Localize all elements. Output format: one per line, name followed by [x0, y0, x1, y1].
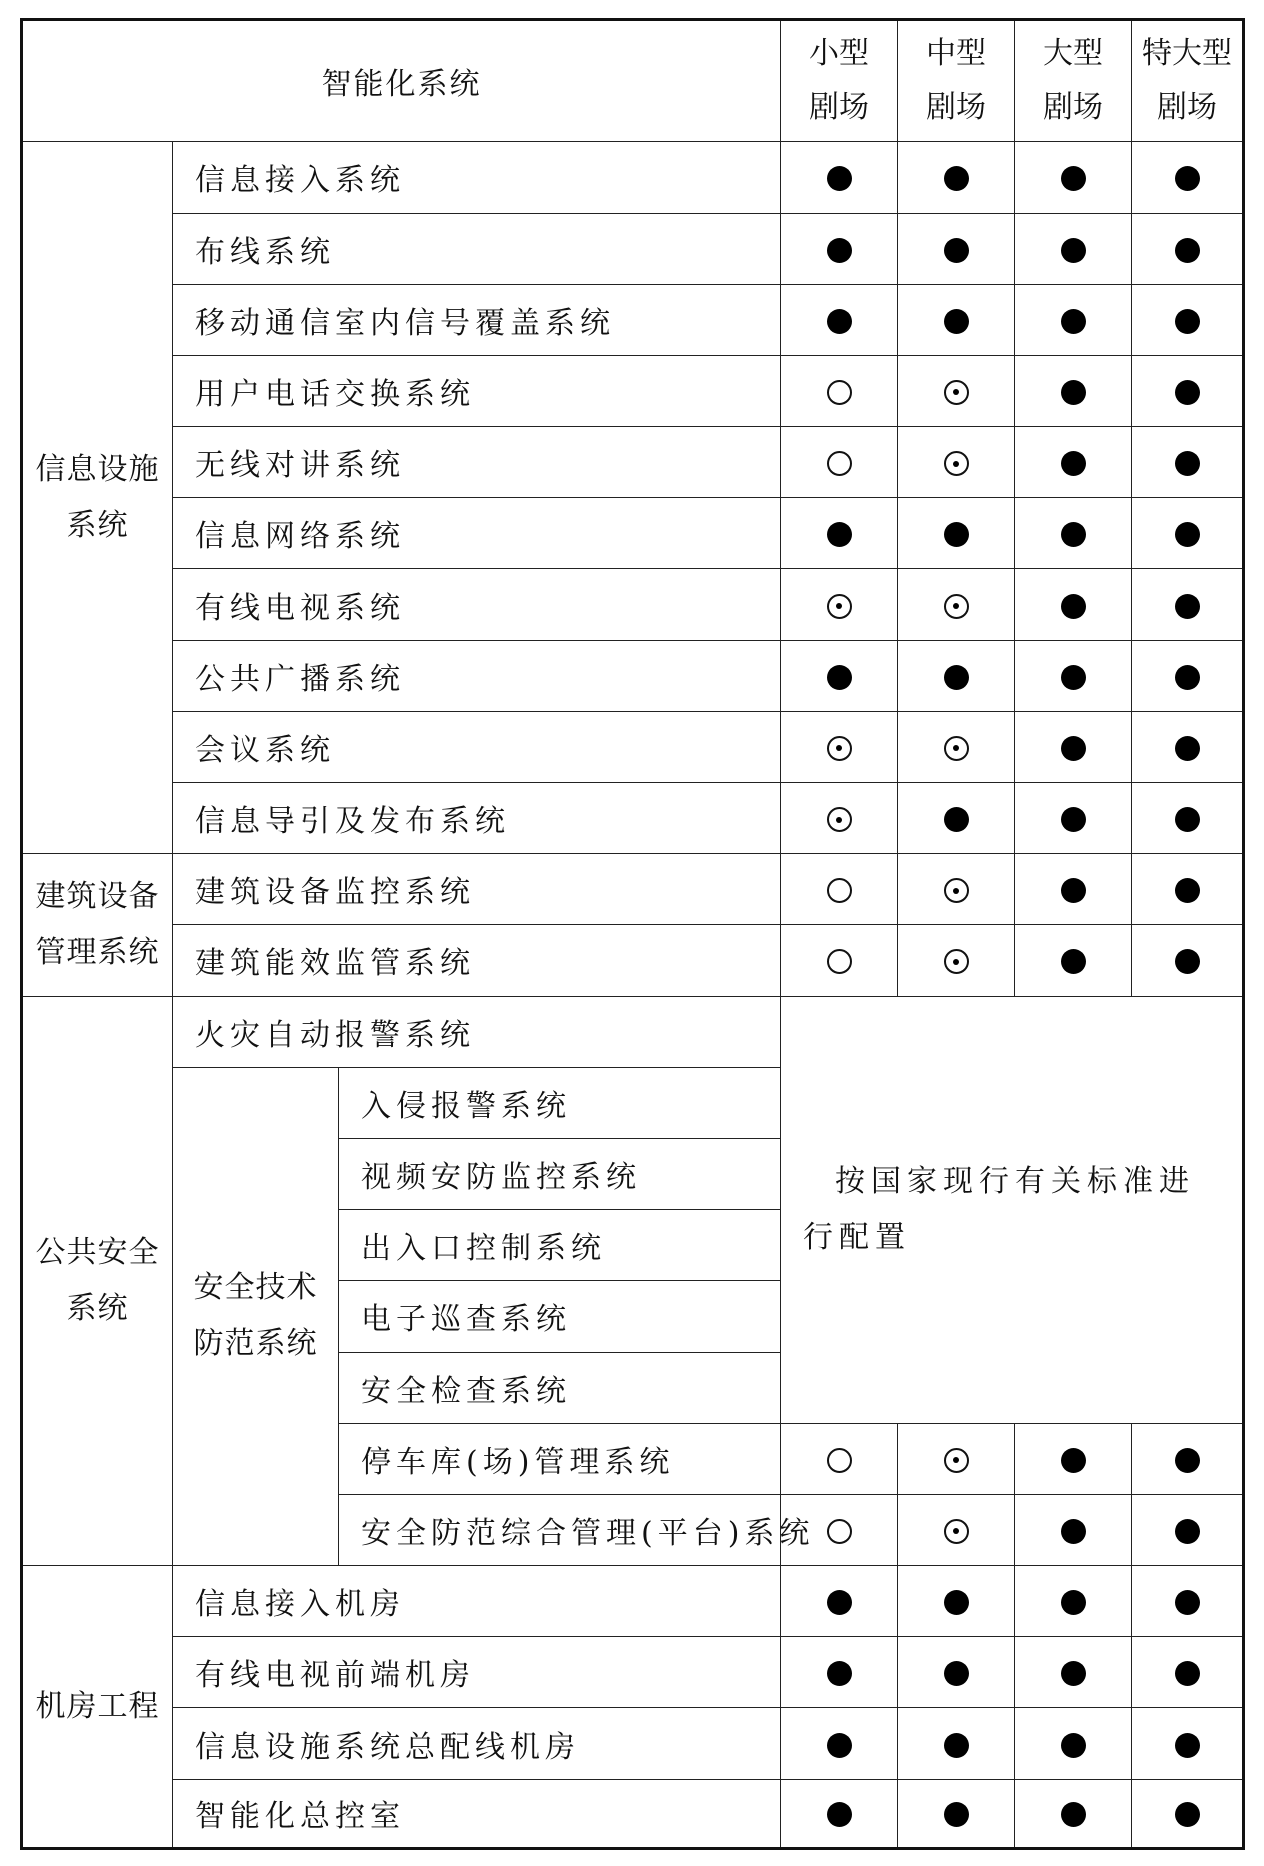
config-mark-cell	[781, 142, 898, 213]
config-mark-cell	[898, 1566, 1015, 1637]
config-mark-cell	[1015, 925, 1132, 996]
config-mark-cell	[1132, 854, 1244, 925]
config-mark-cell	[1132, 142, 1244, 213]
config-mark-cell	[781, 498, 898, 569]
config-mark-cell	[898, 1423, 1015, 1494]
dotted-circle-icon	[944, 736, 969, 761]
group-label-line1: 机房工程	[35, 1688, 160, 1724]
dotted-circle-icon	[944, 1448, 969, 1473]
group-label	[22, 996, 173, 1566]
filled-circle-icon	[944, 1590, 969, 1615]
filled-circle-icon	[1175, 1519, 1200, 1544]
config-mark-cell	[898, 1637, 1015, 1708]
header-size-line2: 剧场	[1157, 90, 1217, 126]
filled-circle-icon	[1175, 238, 1200, 263]
system-name: 建筑设备监控系统	[173, 854, 781, 925]
config-mark-cell	[1015, 711, 1132, 782]
intelligent-systems-table	[20, 18, 1245, 1850]
config-mark-cell	[781, 640, 898, 711]
config-mark-cell	[898, 1779, 1015, 1848]
config-mark-cell	[1015, 569, 1132, 640]
header-size-line2: 剧场	[809, 90, 869, 126]
header-size-medium	[898, 20, 1015, 142]
system-name: 安全检查系统	[339, 1352, 781, 1423]
config-mark-cell	[898, 854, 1015, 925]
header-size-line1: 中型	[926, 36, 986, 72]
system-name: 视频安防监控系统	[339, 1138, 781, 1209]
config-mark-cell	[1132, 284, 1244, 355]
filled-circle-icon	[827, 166, 852, 191]
filled-circle-icon	[827, 238, 852, 263]
filled-circle-icon	[827, 1802, 852, 1827]
filled-circle-icon	[827, 1733, 852, 1758]
config-mark-cell	[1132, 925, 1244, 996]
hollow-circle-icon	[827, 451, 852, 476]
config-mark-cell	[1132, 1637, 1244, 1708]
filled-circle-icon	[1175, 309, 1200, 334]
filled-circle-icon	[944, 238, 969, 263]
filled-circle-icon	[1061, 1519, 1086, 1544]
group-label-line2: 系统	[66, 507, 129, 543]
config-mark-cell	[898, 640, 1015, 711]
system-name: 布线系统	[173, 213, 781, 284]
config-mark-cell	[781, 427, 898, 498]
header-size-line1: 特大型	[1142, 36, 1232, 72]
header-row	[22, 20, 1244, 142]
table-row	[22, 854, 1244, 925]
group-label-line1: 信息设施	[35, 451, 160, 487]
system-name: 有线电视系统	[173, 569, 781, 640]
config-mark-cell	[1132, 640, 1244, 711]
filled-circle-icon	[1061, 1733, 1086, 1758]
header-size-extra-large	[1132, 20, 1244, 142]
table-row	[22, 1566, 1244, 1637]
filled-circle-icon	[944, 309, 969, 334]
system-name: 信息接入系统	[173, 142, 781, 213]
config-mark-cell	[781, 854, 898, 925]
filled-circle-icon	[1061, 1802, 1086, 1827]
config-mark-cell	[1132, 1708, 1244, 1779]
filled-circle-icon	[1061, 522, 1086, 547]
subgroup-label-line2: 防范系统	[193, 1326, 318, 1362]
table-row	[22, 355, 1244, 426]
system-name: 信息网络系统	[173, 498, 781, 569]
filled-circle-icon	[827, 522, 852, 547]
group-label	[22, 142, 173, 854]
group-label	[22, 854, 173, 996]
filled-circle-icon	[1175, 522, 1200, 547]
config-mark-cell	[1015, 1779, 1132, 1848]
config-mark-cell	[898, 711, 1015, 782]
filled-circle-icon	[827, 665, 852, 690]
config-mark-cell	[1015, 427, 1132, 498]
filled-circle-icon	[944, 1802, 969, 1827]
filled-circle-icon	[944, 1733, 969, 1758]
system-name: 智能化总控室	[173, 1779, 781, 1848]
filled-circle-icon	[1061, 1448, 1086, 1473]
dotted-circle-icon	[944, 1519, 969, 1544]
config-mark-cell	[1132, 783, 1244, 854]
filled-circle-icon	[944, 522, 969, 547]
config-mark-cell	[781, 213, 898, 284]
filled-circle-icon	[1175, 807, 1200, 832]
config-mark-cell	[781, 569, 898, 640]
filled-circle-icon	[1175, 878, 1200, 903]
system-name: 火灾自动报警系统	[173, 996, 781, 1067]
table-row	[22, 783, 1244, 854]
config-mark-cell	[1015, 142, 1132, 213]
table-row	[22, 284, 1244, 355]
hollow-circle-icon	[827, 380, 852, 405]
config-mark-cell	[1132, 498, 1244, 569]
config-mark-cell	[1015, 1708, 1132, 1779]
hollow-circle-icon	[827, 1448, 852, 1473]
config-mark-cell	[898, 427, 1015, 498]
filled-circle-icon	[1175, 380, 1200, 405]
dotted-circle-icon	[827, 736, 852, 761]
header-size-small	[781, 20, 898, 142]
table-row	[22, 1779, 1244, 1848]
config-mark-cell	[781, 1566, 898, 1637]
dotted-circle-icon	[944, 878, 969, 903]
system-name: 信息设施系统总配线机房	[173, 1708, 781, 1779]
table-row	[22, 498, 1244, 569]
config-mark-cell	[1132, 1494, 1244, 1565]
config-mark-cell	[1132, 1423, 1244, 1494]
filled-circle-icon	[1175, 1733, 1200, 1758]
system-name: 信息导引及发布系统	[173, 783, 781, 854]
config-mark-cell	[898, 783, 1015, 854]
table-row	[22, 640, 1244, 711]
filled-circle-icon	[1175, 166, 1200, 191]
config-mark-cell	[1015, 213, 1132, 284]
filled-circle-icon	[1175, 594, 1200, 619]
table-row	[22, 1708, 1244, 1779]
group-label-line1: 建筑设备	[35, 878, 160, 914]
config-mark-cell	[898, 142, 1015, 213]
filled-circle-icon	[1175, 451, 1200, 476]
dotted-circle-icon	[944, 949, 969, 974]
filled-circle-icon	[1061, 736, 1086, 761]
table-row	[22, 569, 1244, 640]
header-size-line2: 剧场	[1043, 90, 1103, 126]
hollow-circle-icon	[827, 1519, 852, 1544]
config-mark-cell	[898, 569, 1015, 640]
system-name: 无线对讲系统	[173, 427, 781, 498]
config-mark-cell	[1015, 640, 1132, 711]
filled-circle-icon	[1061, 807, 1086, 832]
system-name: 停车库(场)管理系统	[339, 1423, 781, 1494]
table-row	[22, 213, 1244, 284]
filled-circle-icon	[1061, 665, 1086, 690]
filled-circle-icon	[1061, 309, 1086, 334]
config-mark-cell	[781, 355, 898, 426]
subgroup-label-line1: 安全技术	[193, 1270, 318, 1306]
config-mark-cell	[1015, 1423, 1132, 1494]
system-name: 入侵报警系统	[339, 1067, 781, 1138]
filled-circle-icon	[1061, 166, 1086, 191]
config-mark-cell	[1132, 1779, 1244, 1848]
system-name: 公共广播系统	[173, 640, 781, 711]
filled-circle-icon	[1061, 451, 1086, 476]
filled-circle-icon	[1061, 380, 1086, 405]
config-mark-cell	[1132, 1566, 1244, 1637]
dotted-circle-icon	[944, 451, 969, 476]
filled-circle-icon	[827, 309, 852, 334]
filled-circle-icon	[944, 166, 969, 191]
system-name: 建筑能效监管系统	[173, 925, 781, 996]
filled-circle-icon	[1061, 1590, 1086, 1615]
system-name: 出入口控制系统	[339, 1210, 781, 1281]
filled-circle-icon	[1175, 665, 1200, 690]
group-label	[22, 1566, 173, 1849]
group-label-line2: 系统	[66, 1290, 129, 1326]
filled-circle-icon	[1175, 1802, 1200, 1827]
filled-circle-icon	[1175, 949, 1200, 974]
hollow-circle-icon	[827, 949, 852, 974]
filled-circle-icon	[1061, 594, 1086, 619]
config-mark-cell	[1132, 427, 1244, 498]
filled-circle-icon	[944, 807, 969, 832]
table-row	[22, 925, 1244, 996]
config-mark-cell	[1132, 711, 1244, 782]
system-name: 会议系统	[173, 711, 781, 782]
dotted-circle-icon	[827, 807, 852, 832]
header-title: 智能化系统	[22, 20, 781, 142]
filled-circle-icon	[944, 1661, 969, 1686]
table-row	[22, 142, 1244, 213]
system-name: 移动通信室内信号覆盖系统	[173, 284, 781, 355]
config-mark-cell	[898, 284, 1015, 355]
config-mark-cell	[1015, 498, 1132, 569]
config-mark-cell	[1132, 355, 1244, 426]
header-size-line1: 小型	[809, 36, 869, 72]
config-mark-cell	[1015, 355, 1132, 426]
filled-circle-icon	[827, 1661, 852, 1686]
system-name: 安全防范综合管理(平台)系统	[339, 1494, 781, 1565]
config-mark-cell	[898, 1708, 1015, 1779]
header-size-line1: 大型	[1043, 36, 1103, 72]
config-mark-cell	[898, 1494, 1015, 1565]
table-row	[22, 711, 1244, 782]
config-mark-cell	[898, 213, 1015, 284]
filled-circle-icon	[1061, 949, 1086, 974]
config-mark-cell	[781, 783, 898, 854]
filled-circle-icon	[1175, 1661, 1200, 1686]
config-mark-cell	[781, 711, 898, 782]
filled-circle-icon	[1061, 878, 1086, 903]
filled-circle-icon	[1175, 1448, 1200, 1473]
system-name: 用户电话交换系统	[173, 355, 781, 426]
filled-circle-icon	[1061, 238, 1086, 263]
group-label-line1: 公共安全	[35, 1234, 160, 1270]
standard-config-note: 按国家现行有关标准进行配置	[781, 996, 1244, 1423]
config-mark-cell	[1015, 854, 1132, 925]
filled-circle-icon	[827, 1590, 852, 1615]
config-mark-cell	[781, 1637, 898, 1708]
dotted-circle-icon	[944, 594, 969, 619]
config-mark-cell	[1015, 284, 1132, 355]
config-mark-cell	[1015, 1637, 1132, 1708]
group-label-line2: 管理系统	[35, 934, 160, 970]
filled-circle-icon	[1175, 736, 1200, 761]
config-mark-cell	[1015, 783, 1132, 854]
config-mark-cell	[781, 925, 898, 996]
system-name: 信息接入机房	[173, 1566, 781, 1637]
config-mark-cell	[1132, 213, 1244, 284]
table-row	[22, 1637, 1244, 1708]
config-mark-cell	[1015, 1566, 1132, 1637]
config-mark-cell	[781, 284, 898, 355]
table-row	[22, 427, 1244, 498]
config-mark-cell	[1132, 569, 1244, 640]
header-size-large	[1015, 20, 1132, 142]
config-mark-cell	[898, 355, 1015, 426]
filled-circle-icon	[1061, 1661, 1086, 1686]
filled-circle-icon	[944, 665, 969, 690]
config-mark-cell	[781, 1708, 898, 1779]
subgroup-label	[173, 1067, 339, 1565]
hollow-circle-icon	[827, 878, 852, 903]
dotted-circle-icon	[944, 380, 969, 405]
config-mark-cell	[781, 1779, 898, 1848]
filled-circle-icon	[1175, 1590, 1200, 1615]
config-mark-cell	[781, 1423, 898, 1494]
config-mark-cell	[898, 925, 1015, 996]
system-name: 电子巡查系统	[339, 1281, 781, 1352]
dotted-circle-icon	[827, 594, 852, 619]
config-mark-cell	[898, 498, 1015, 569]
header-size-line2: 剧场	[926, 90, 986, 126]
table-row	[22, 996, 1244, 1067]
config-mark-cell	[1015, 1494, 1132, 1565]
system-name: 有线电视前端机房	[173, 1637, 781, 1708]
